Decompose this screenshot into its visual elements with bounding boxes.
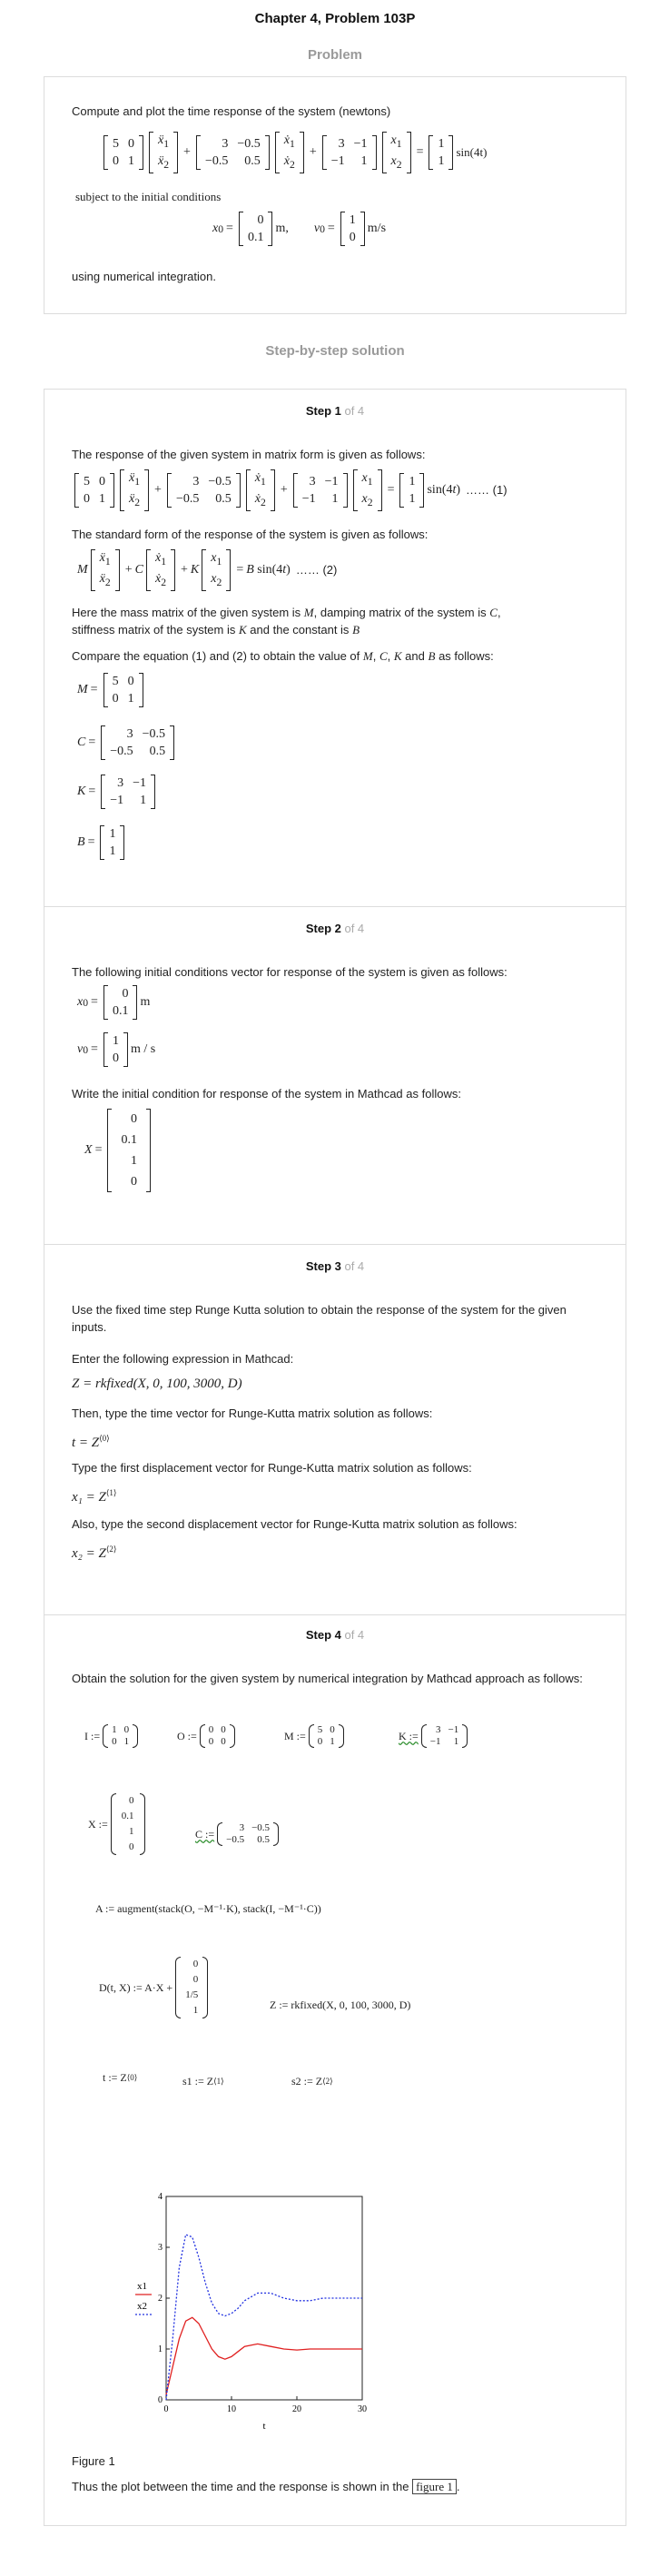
x0-unit: m, (275, 222, 289, 235)
mathcad-D: D(t, X) := A·X + 0 0 1/5 1 (99, 1957, 211, 2018)
step1-p2: The standard form of the response of the system is given as follows: (72, 528, 429, 541)
legend-label-x1: x1 (137, 2281, 147, 2292)
problem-equation: 5 0 0 1 ẍ$_1$ ẍ$_2$ + 3 −0.5 −0.5 0.5 ẋ$_1$ ẋ$_2$ + 3 −1 −1 1 $x_1$ $x_2$ = 1 1 sin(4t) (101, 132, 487, 173)
mathcad-s2: s2 := Z ⟨2⟩ (291, 2075, 333, 2087)
step3-expr4: $x_2 = Z^{⟨2⟩}$ (72, 1545, 117, 1561)
step-title: Step 2 of 4 (305, 922, 365, 935)
figure-link[interactable]: figure 1 (412, 2479, 457, 2494)
eq2-tag: …… (2) (295, 563, 338, 577)
step3-p3: Then, type the time vector for Runge-Kutta matrix solution as follows: (72, 1406, 433, 1420)
x0-value: 0 (257, 213, 264, 227)
x0-label: x (212, 222, 219, 235)
mass-matrix: 5 0 0 1 (103, 135, 143, 170)
step3-p1: Use the fixed time step Runge Kutta solution to obtain the response of the system for the given inputs. (72, 1303, 567, 1334)
step2-X: X = 0 0.1 1 0 (84, 1109, 153, 1192)
mathcad-K: K := 3 −1 −1 1 (399, 1724, 470, 1748)
step1-C: C = 3 −0.5 −0.5 0.5 (77, 725, 177, 760)
step-4 (44, 1614, 626, 2526)
step4-conclusion: Thus the plot between the time and the response is shown in the figure 1 . (72, 2480, 460, 2493)
step1-M: M = 5 0 0 1 (77, 673, 146, 707)
series-line-x2 (166, 2235, 362, 2400)
mathcad-A: A := augment(stack(O, −M⁻¹·K), stack(I, −M⁻¹·C)) (95, 1902, 321, 1915)
step2-p2: Write the initial condition for response of the system in Mathcad as follows: (72, 1087, 461, 1100)
step-title: Step 4 of 4 (305, 1628, 365, 1642)
y-tick-label: 3 (158, 2243, 163, 2253)
mathcad-C: C := 3 −0.5 −0.5 0.5 (195, 1822, 281, 1846)
v0-value: 1 (349, 213, 356, 227)
y-tick-label: 4 (158, 2192, 163, 2202)
solution-heading: Step-by-step solution (265, 343, 405, 359)
step1-p3: Here the mass matrix of the given system is M, damping matrix of the system is C, stiffness matrix of the system is K and the constant is B (72, 606, 501, 637)
step3-p5: Also, type the second displacement vector for Runge-Kutta matrix solution as follows: (72, 1517, 517, 1531)
x0-sub: 0 (218, 222, 224, 235)
step-1 (44, 389, 626, 906)
mathcad-M: M := 5 0 0 1 (284, 1724, 347, 1748)
step1-K: K = 3 −1 −1 1 (77, 775, 158, 809)
page-title: Chapter 4, Problem 103P (254, 11, 416, 26)
step3-p4: Type the first displacement vector for Runge-Kutta matrix solution as follows: (72, 1461, 472, 1475)
x-axis-label: t (262, 2421, 266, 2432)
mathcad-t: t := Z ⟨0⟩ (103, 2071, 138, 2084)
step-2 (44, 906, 626, 1244)
v0-sub: 0 (320, 222, 325, 235)
legend-label-x2: x2 (137, 2301, 147, 2312)
step1-eq2: M ẍ$_1$ ẍ$_2$ + C ẋ$_1$ ẋ$_2$ + K $x_1$ $x_2$ = B sin(4 t ) …… (2) (77, 549, 337, 591)
mathcad-s1: s1 := Z ⟨1⟩ (182, 2075, 224, 2087)
v0-value: 0 (349, 231, 356, 244)
step1-p4: Compare the equation (1) and (2) to obtain the value of M, C, K and B as follows: (72, 649, 494, 663)
mathcad-Z: Z := rkfixed(X, 0, 100, 3000, D) (270, 1999, 411, 2011)
forcing-term: sin(4t) (456, 144, 488, 159)
problem-intro: Compute and plot the time response of the system (newtons) (72, 104, 391, 118)
step3-expr2: $t = Z^{⟨0⟩}$ (72, 1434, 110, 1450)
x-tick-label: 10 (227, 2404, 236, 2414)
step3-expr1: Z = rkfixed(X, 0, 100, 3000, D) (72, 1377, 242, 1391)
step-3 (44, 1244, 626, 1614)
x-tick-label: 20 (292, 2404, 301, 2414)
step1-eq1: 5 0 0 1 ẍ$_1$ ẍ$_2$ + 3 −0.5 −0.5 0.5 ẋ$_1$ ẋ$_2$ + 3 −1 −1 1 $x_1$ $x_2$ = 1 1 sin(4t) …… (1) (72, 469, 507, 511)
v0-unit: m/s (367, 222, 387, 235)
damping-matrix: 3 −0.5 −0.5 0.5 (196, 135, 270, 170)
x0-unit: m (140, 995, 151, 1009)
problem-subject: subject to the initial conditions (75, 190, 222, 203)
step2-x0: x 0 = 0 0.1 m (77, 987, 151, 1018)
y-tick-label: 2 (158, 2294, 163, 2304)
step2-p1: The following initial conditions vector for response of the system is given as follows: (72, 965, 507, 979)
step1-B: B = 1 1 (77, 825, 127, 860)
x-tick-label: 30 (358, 2404, 367, 2414)
x-tick-label: 0 (163, 2404, 169, 2414)
series-line-x1 (166, 2317, 362, 2394)
step3-expr3: $x_1 = Z^{⟨1⟩}$ (72, 1488, 117, 1505)
v0-unit: m / s (130, 1042, 156, 1056)
mathcad-X: X := 0 0.1 1 0 (88, 1793, 148, 1855)
x0-value: 0.1 (247, 231, 264, 244)
y-tick-label: 0 (158, 2395, 163, 2405)
y-tick-label: 1 (158, 2344, 163, 2354)
problem-heading: Problem (307, 47, 362, 63)
step4-p1: Obtain the solution for the given system by numerical integration by Mathcad approach as follows: (72, 1672, 583, 1685)
step-title: Step 1 of 4 (305, 404, 365, 418)
step-title: Step 3 of 4 (305, 1259, 365, 1273)
step2-v0: v 0 = 1 0 m / s (77, 1034, 156, 1065)
response-chart (90, 2189, 371, 2434)
initial-conditions: x 0 = 0 0.1 m, v 0 = 1 0 m/s (212, 213, 387, 244)
stiffness-matrix: 3 −1 −1 1 (322, 135, 377, 170)
figure-caption: Figure 1 (72, 2454, 115, 2468)
step3-p2: Enter the following expression in Mathcad: (72, 1352, 294, 1366)
step1-p1: The response of the given system in matrix form is given as follows: (72, 448, 426, 461)
mathcad-O: O := 0 0 0 0 (177, 1724, 238, 1748)
mathcad-I: I := 1 0 0 1 (84, 1724, 141, 1748)
eq1-tag: …… (1) (466, 483, 507, 498)
v0-label: v (313, 222, 320, 235)
problem-outro: using numerical integration. (72, 270, 216, 283)
problem-box (44, 76, 626, 314)
